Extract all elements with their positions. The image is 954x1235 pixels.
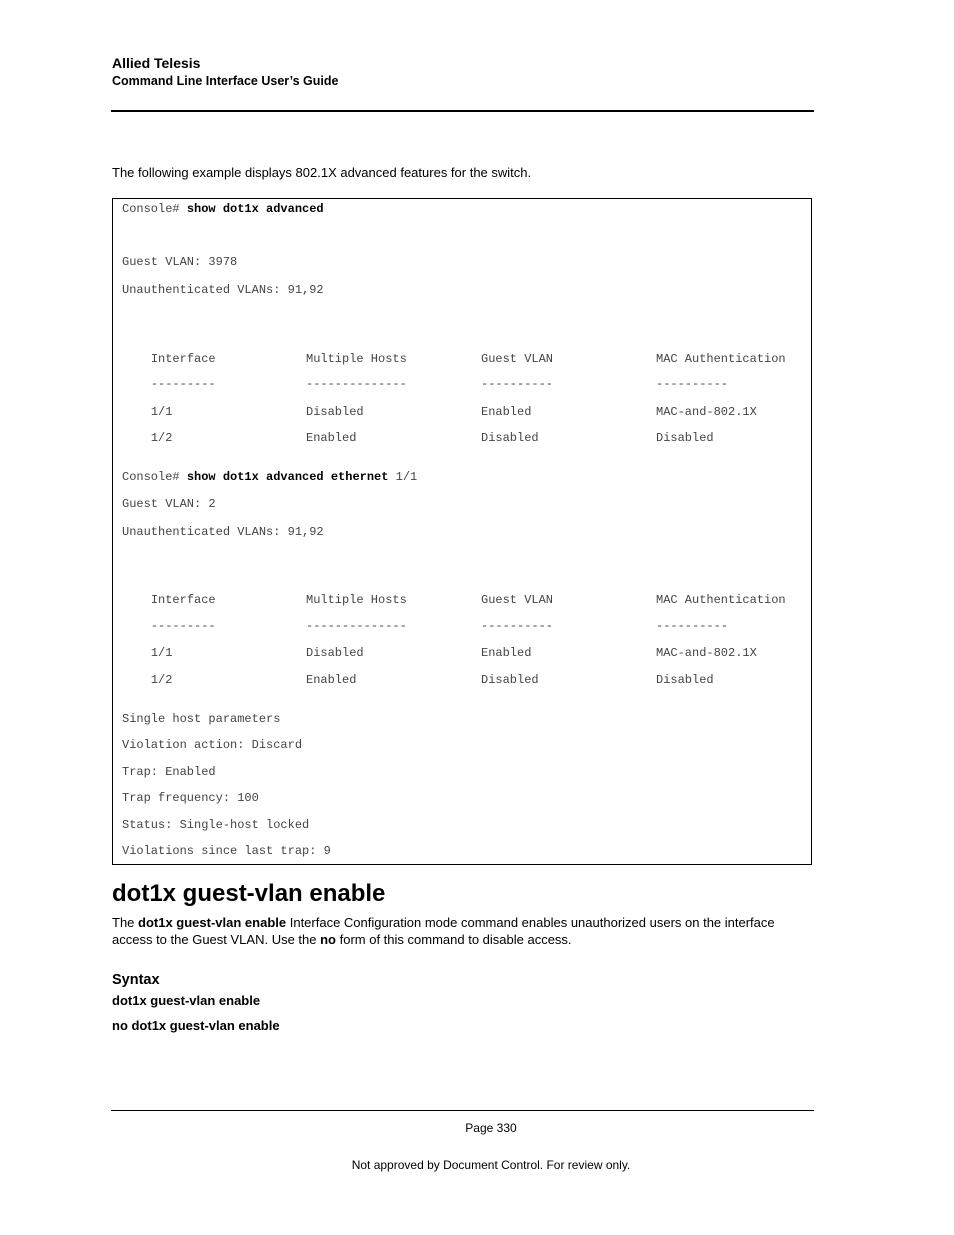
command-line-1 <box>122 202 324 216</box>
desc-no-keyword: no <box>320 932 336 947</box>
dash-cell: ---------- <box>481 619 554 633</box>
col-mac-auth: MAC Authentication <box>656 352 786 366</box>
trap-line: Trap: Enabled <box>122 765 216 779</box>
guest-vlan-line: Guest VLAN: 2 <box>122 497 216 511</box>
table-cell: Enabled <box>306 673 357 687</box>
console-prompt: Console# <box>122 470 187 484</box>
table-cell: 1/1 <box>150 405 173 419</box>
col-mac-auth: MAC Authentication <box>656 593 786 607</box>
col-multiple-hosts: Multiple Hosts <box>306 593 407 607</box>
desc-text: Interface Configuration mode command enables unauthorized users on the interface access to the Guest VLAN. Use the <box>112 915 775 947</box>
trap-frequency-line: Trap frequency: 100 <box>122 791 259 805</box>
company-name: Allied Telesis <box>112 55 201 71</box>
dash-cell: --------- <box>150 377 216 391</box>
col-interface: Interface <box>150 352 216 366</box>
dash-cell: -------------- <box>306 377 407 391</box>
dash-cell: ---------- <box>656 377 729 391</box>
table-cell: Disabled <box>306 405 364 419</box>
table-cell: MAC-and-802.1X <box>656 405 757 419</box>
table-cell: 1/1 <box>150 646 173 660</box>
unauth-vlans-line: Unauthenticated VLANs: 91,92 <box>122 283 324 297</box>
page-number: Page 330 <box>465 1121 517 1135</box>
command-text: show dot1x advanced <box>186 202 324 216</box>
footer-divider <box>111 1110 814 1111</box>
col-interface: Interface <box>150 593 216 607</box>
dash-cell: ---------- <box>656 619 729 633</box>
unauth-vlans-line: Unauthenticated VLANs: 91,92 <box>122 525 324 539</box>
guide-title: Command Line Interface User’s Guide <box>112 74 339 88</box>
col-multiple-hosts: Multiple Hosts <box>306 352 407 366</box>
table-cell: Disabled <box>481 431 539 445</box>
single-host-heading: Single host parameters <box>122 712 281 726</box>
command-line-2 <box>122 470 417 484</box>
dash-cell: --------- <box>150 619 216 633</box>
intro-text: The following example displays 802.1X advanced features for the switch. <box>112 165 532 180</box>
status-line: Status: Single-host locked <box>122 818 310 832</box>
table-cell: Enabled <box>306 431 357 445</box>
syntax-line: no dot1x guest-vlan enable <box>112 1018 280 1033</box>
desc-text: The <box>112 915 139 930</box>
table-cell: Disabled <box>656 431 714 445</box>
col-guest-vlan: Guest VLAN <box>481 593 554 607</box>
review-notice: Not approved by Document Control. For review only. <box>351 1158 631 1172</box>
table-cell: 1/2 <box>150 431 173 445</box>
guest-vlan-line: Guest VLAN: 3978 <box>122 255 238 269</box>
header-divider <box>111 110 814 112</box>
command-argument: 1/1 <box>388 470 418 484</box>
table-cell: Disabled <box>481 673 539 687</box>
code-example <box>112 198 812 865</box>
command-text: show dot1x advanced ethernet <box>186 470 389 484</box>
desc-text: form of this command to disable access. <box>336 932 572 947</box>
dash-cell: ---------- <box>481 377 554 391</box>
section-title: dot1x guest-vlan enable <box>112 880 386 907</box>
violation-action-line: Violation action: Discard <box>122 738 303 752</box>
desc-command: dot1x guest-vlan enable <box>138 915 287 930</box>
table-row <box>122 659 714 701</box>
table-cell: Enabled <box>481 405 532 419</box>
table-cell: 1/2 <box>150 673 173 687</box>
syntax-line: dot1x guest-vlan enable <box>112 993 261 1008</box>
console-prompt: Console# <box>122 202 187 216</box>
section-description <box>112 914 812 948</box>
table-cell: MAC-and-802.1X <box>656 646 757 660</box>
syntax-heading: Syntax <box>112 972 160 988</box>
table-cell: Disabled <box>306 646 364 660</box>
col-guest-vlan: Guest VLAN <box>481 352 554 366</box>
table-cell: Disabled <box>656 673 714 687</box>
table-cell: Enabled <box>481 646 532 660</box>
dash-cell: -------------- <box>306 619 407 633</box>
violations-line: Violations since last trap: 9 <box>122 844 331 858</box>
table-row <box>122 417 714 459</box>
